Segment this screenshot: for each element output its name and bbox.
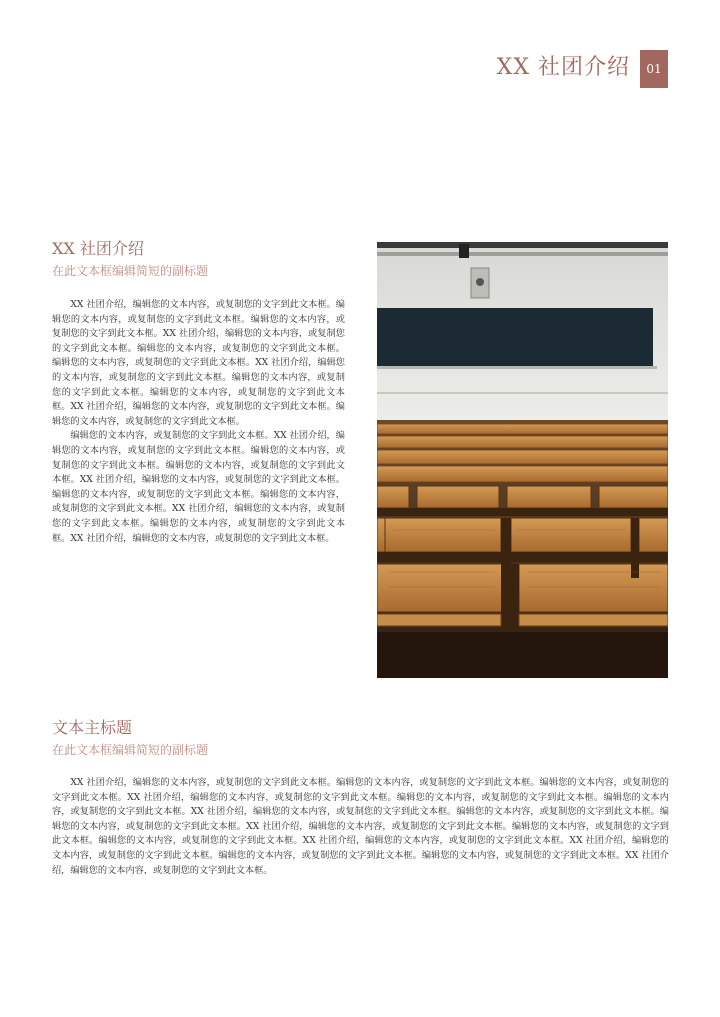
section2-subtitle: 在此文本框编辑简短的副标题 [52,743,209,757]
section1-title: XX 社团介绍 [52,239,144,258]
section1-paragraph-1: XX 社团介绍，编辑您的文本内容，或复制您的文字到此文本框。编辑您的文本内容，或复制您的文字到此文本框。编辑您的文本内容，或复制您的文字到此文本框。XX 社团介绍，编辑您的文本内容，或复制您的文字到此文本框。编辑您的文本内容，或复制您的文字到此文本框。编辑您的文本内容，或复制您的文字到此文本框。XX 社团介绍，编辑您的文本内容，或复制您的文字到此文本框。编辑您的文本内容，或复制您的文字到此文本框。编辑您的文本内容，或复制您的文字到此文本框。XX 社团介绍，编辑您的文本内容，或复制您的文字到此文本框。编辑您的文本内容，或复制您的文字到此文本框。 [52,299,345,427]
section1-subtitle: 在此文本框编辑简短的副标题 [52,264,209,278]
header-title: XX 社团介绍 [496,55,630,80]
section1-body [52,298,345,546]
section2-title: 文本主标题 [52,718,133,737]
lecture-hall-photo [377,242,668,678]
section2-body [52,776,669,878]
section2-paragraph-1: XX 社团介绍，编辑您的文本内容，或复制您的文字到此文本框。编辑您的文本内容，或复制您的文字到此文本框。编辑您的文本内容，或复制您的文字到此文本框。XX 社团介绍，编辑您的文本内容，或复制您的文字到此文本框。编辑您的文本内容，或复制您的文字到此文本框。编辑您的文本内容，或复制您的文字到此文本框。XX 社团介绍，编辑您的文本内容，或复制您的文字到此文本框。编辑您的文本内容，或复制您的文字到此文本框。编辑您的文本内容，或复制您的文字到此文本框。XX 社团介绍，编辑您的文本内容，或复制您的文字到此文本框。编辑您的文本内容，或复制您的文字到此文本框。编辑您的文本内容，或复制您的文字到此文本框。XX 社团介绍，编辑您的文本内容，或复制您的文字到此文本框。XX 社团介绍，编辑您的文本内容，或复制您的文字到此文本框。编辑您的文本内容，或复制您的文字到此文本框。编辑您的文本内容，或复制您的文字到此文本框。XX 社团介绍，编辑您的文本内容，或复制您的文字到此文本框。 [52,777,669,876]
page-number-badge: 01 [640,50,668,88]
section1-paragraph-2: 编辑您的文本内容，或复制您的文字到此文本框。XX 社团介绍，编辑您的文本内容，或复制您的文字到此文本框。编辑您的文本内容，或复制您的文字到此文本框。编辑您的文本内容，或复制您的文字到此文本框。XX 社团介绍，编辑您的文本内容，或复制您的文字到此文本框。编辑您的文本内容，或复制您的文字到此文本框。编辑您的文本内容，或复制您的文字到此文本框。XX 社团介绍，编辑您的文本内容，或复制您的文字到此文本框。编辑您的文本内容，或复制您的文字到此文本框。XX 社团介绍，编辑您的文本内容，或复制您的文字到此文本框。 [52,430,345,544]
